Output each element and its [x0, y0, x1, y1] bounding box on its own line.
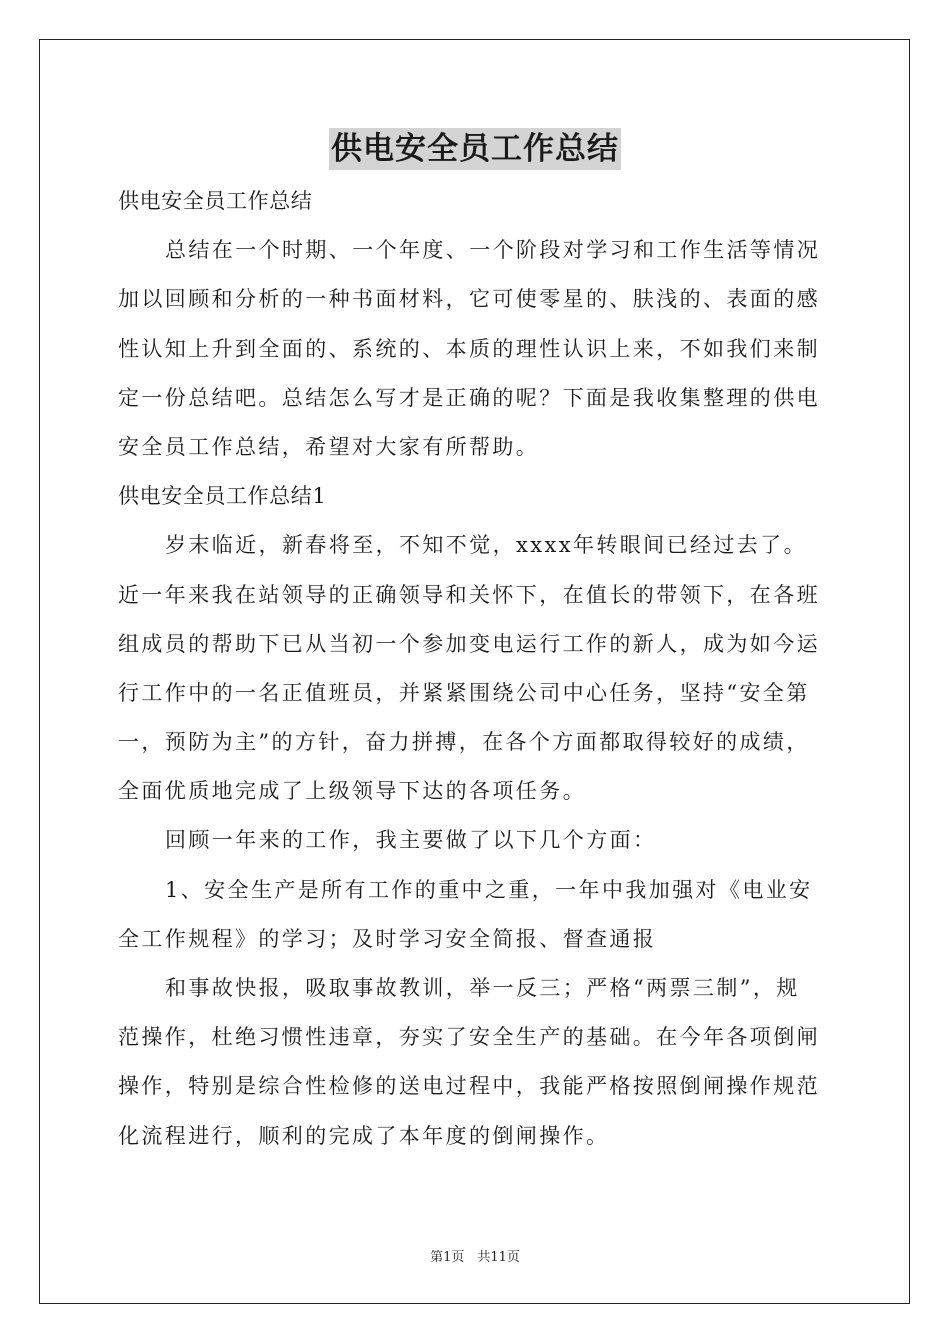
paragraph-line: 操作，特别是综合性检修的送电过程中，我能严格按照倒闸操作规范 [118, 1074, 820, 1099]
page-number-footer: 第1页 共11页 [430, 1250, 520, 1265]
paragraph-line: 范操作，杜绝习惯性违章，夯实了安全生产的基础。在今年各项倒闸 [118, 1025, 820, 1050]
title-container [0, 128, 950, 170]
paragraph-line: 全面优质地完成了上级领导下达的各项任务。 [118, 779, 586, 804]
paragraph-line: 加以回顾和分析的一种书面材料，它可使零星的、肤浅的、表面的感 [118, 287, 820, 312]
section-heading: 供电安全员工作总结1 [118, 484, 327, 509]
paragraph-line: 和事故快报，吸取事故教训，举一反三；严格“两票三制”，规 [165, 976, 800, 1000]
paragraph-line: 行工作中的一名正值班员，并紧紧围绕公司中心任务，坚持“安全第 [118, 680, 810, 705]
paragraph-line: 总结在一个时期、一个年度、一个阶段对学习和工作生活等情况 [165, 238, 821, 263]
paragraph-line: 一，预防为主”的方针，奋力拼搏，在各个方面都取得较好的成绩， [118, 730, 810, 755]
paragraph-line: 近一年来我在站领导的正确领导和关怀下，在值长的带领下，在各班 [118, 582, 820, 607]
paragraph-line: 安全员工作总结，希望对大家有所帮助。 [118, 434, 540, 459]
paragraph-line: 组成员的帮助下已从当初一个参加变电运行工作的新人，成为如今运 [118, 631, 820, 656]
paragraph-line: 1、安全生产是所有工作的重中之重，一年中我加强对《电业安 [165, 877, 813, 902]
paragraph-line: 性认知上升到全面的、系统的、本质的理性认识上来，不如我们来制 [118, 336, 820, 361]
paragraph-line: 化流程进行，顺利的完成了本年度的倒闸操作。 [118, 1123, 610, 1148]
paragraph-line: 岁末临近，新春将至，不知不觉，xxxx年转眼间已经过去了。 [165, 533, 807, 558]
paragraph-line: 定一份总结吧。总结怎么写才是正确的呢？下面是我收集整理的供电 [118, 385, 820, 410]
subtitle-line: 供电安全员工作总结 [118, 189, 313, 213]
paragraph-line: 全工作规程》的学习；及时学习安全简报、督查通报 [118, 926, 657, 951]
paragraph-line: 回顾一年来的工作，我主要做了以下几个方面： [165, 828, 657, 853]
document-body [118, 177, 834, 1161]
document-title: 供电安全员工作总结 [329, 128, 621, 170]
